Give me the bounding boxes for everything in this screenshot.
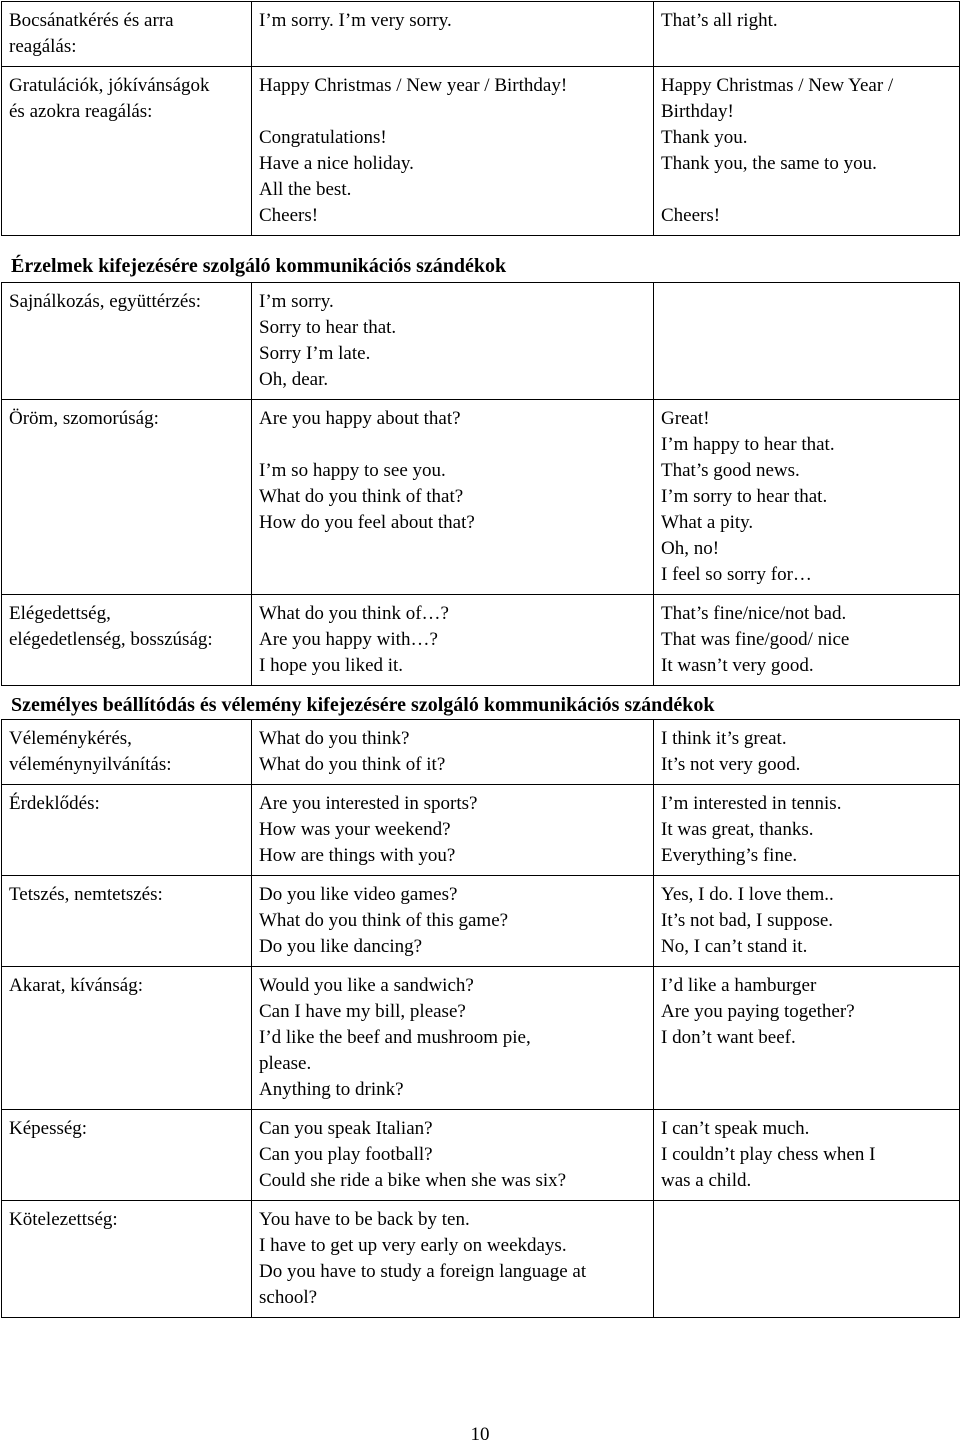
row-label-cell bbox=[2, 1110, 252, 1201]
phrase-line: Have a nice holiday. bbox=[259, 153, 414, 174]
phrase-line: Cheers! bbox=[661, 205, 721, 226]
response-cell bbox=[654, 967, 960, 1110]
phrase-line: Great! bbox=[661, 408, 710, 429]
row-label-cell bbox=[2, 785, 252, 876]
table-row bbox=[2, 876, 960, 967]
section-heading-emotions: Érzelmek kifejezésére szolgáló kommunikációs szándékok bbox=[11, 255, 507, 277]
phrase-line: That’s fine/nice/not bad. bbox=[661, 603, 847, 624]
phrase-line: Would you like a sandwich? bbox=[259, 975, 474, 996]
phrase-line: Happy Christmas / New Year / bbox=[661, 75, 894, 96]
phrase-line: All the best. bbox=[259, 179, 352, 200]
response-cell bbox=[654, 720, 960, 785]
table-apology-congratulations bbox=[1, 1, 960, 236]
table-emotions bbox=[1, 282, 960, 686]
section-heading-opinions: Személyes beállítódás és vélemény kifejezésére szolgáló kommunikációs szándékok bbox=[11, 694, 715, 716]
label-line: Képesség: bbox=[9, 1118, 88, 1139]
row-label-cell bbox=[2, 283, 252, 400]
table-row bbox=[2, 1110, 960, 1201]
response-cell bbox=[654, 400, 960, 595]
response-cell bbox=[654, 283, 960, 400]
phrase-line: Sorry to hear that. bbox=[259, 317, 397, 338]
phrase-line: How are things with you? bbox=[259, 845, 456, 866]
phrase-line: I’d like a hamburger bbox=[661, 975, 817, 996]
row-label-cell bbox=[2, 720, 252, 785]
table-row bbox=[2, 2, 960, 67]
phrase-line: It’s not bad, I suppose. bbox=[661, 910, 834, 931]
phrase-line: I think it’s great. bbox=[661, 728, 787, 749]
table-row bbox=[2, 967, 960, 1110]
phrase-line: I feel so sorry for… bbox=[661, 564, 812, 585]
response-cell bbox=[654, 67, 960, 236]
phrase-line: Are you happy about that? bbox=[259, 408, 461, 429]
phrase-line: I’d like the beef and mushroom pie, bbox=[259, 1027, 531, 1048]
phrase-line: That’s all right. bbox=[661, 10, 778, 31]
phrase-line: I’m so happy to see you. bbox=[259, 460, 446, 481]
phrase-line: I hope you liked it. bbox=[259, 655, 404, 676]
label-line: elégedetlenség, bosszúság: bbox=[9, 629, 213, 650]
phrase-line: How was your weekend? bbox=[259, 819, 451, 840]
phrase-line: I don’t want beef. bbox=[661, 1027, 796, 1048]
phrase-line: What do you think of…? bbox=[259, 603, 449, 624]
phrase-line: It was great, thanks. bbox=[661, 819, 814, 840]
phrase-line: It wasn’t very good. bbox=[661, 655, 814, 676]
phrase-line: It’s not very good. bbox=[661, 754, 801, 775]
phrase-line: I have to get up very early on weekdays. bbox=[259, 1235, 567, 1256]
table-row bbox=[2, 720, 960, 785]
phrase-line: I’m interested in tennis. bbox=[661, 793, 842, 814]
phrase-line: Sorry I’m late. bbox=[259, 343, 371, 364]
label-line: reagálás: bbox=[9, 36, 77, 57]
phrase-line: Everything’s fine. bbox=[661, 845, 798, 866]
phrase-line: I’m sorry. I’m very sorry. bbox=[259, 10, 452, 31]
phrase-line: What do you think of that? bbox=[259, 486, 464, 507]
phrase-line: What a pity. bbox=[661, 512, 754, 533]
row-label-cell bbox=[2, 595, 252, 686]
phrase-line: I’m happy to hear that. bbox=[661, 434, 835, 455]
phrase-cell bbox=[252, 967, 654, 1110]
phrase-line: That’s good news. bbox=[661, 460, 800, 481]
response-cell bbox=[654, 2, 960, 67]
response-cell bbox=[654, 785, 960, 876]
phrase-line: What do you think of it? bbox=[259, 754, 446, 775]
label-line: Érdeklődés: bbox=[9, 793, 100, 814]
phrase-cell bbox=[252, 283, 654, 400]
row-label-cell bbox=[2, 400, 252, 595]
row-label-cell bbox=[2, 2, 252, 67]
phrase-line bbox=[259, 432, 647, 458]
response-cell bbox=[654, 1201, 960, 1318]
phrase-line: I can’t speak much. bbox=[661, 1118, 810, 1139]
phrase-line: Yes, I do. I love them.. bbox=[661, 884, 834, 905]
page-number: 10 bbox=[470, 1424, 490, 1445]
row-label-cell bbox=[2, 876, 252, 967]
row-label-cell bbox=[2, 67, 252, 236]
phrase-line: Can you play football? bbox=[259, 1144, 433, 1165]
table-row bbox=[2, 1201, 960, 1318]
phrase-line: Can I have my bill, please? bbox=[259, 1001, 466, 1022]
phrase-line: Are you happy with…? bbox=[259, 629, 438, 650]
label-line: Bocsánatkérés és arra bbox=[9, 10, 174, 31]
phrase-cell bbox=[252, 876, 654, 967]
phrase-line: I couldn’t play chess when I bbox=[661, 1144, 876, 1165]
phrase-cell bbox=[252, 2, 654, 67]
label-line: Tetszés, nemtetszés: bbox=[9, 884, 163, 905]
phrase-line bbox=[259, 99, 647, 125]
phrase-cell bbox=[252, 720, 654, 785]
phrase-line: I’m sorry to hear that. bbox=[661, 486, 828, 507]
phrase-line: Are you paying together? bbox=[661, 1001, 855, 1022]
phrase-cell bbox=[252, 1110, 654, 1201]
phrase-line: was a child. bbox=[661, 1170, 752, 1191]
label-line: véleménynyilvánítás: bbox=[9, 754, 172, 775]
table-row bbox=[2, 400, 960, 595]
response-cell bbox=[654, 876, 960, 967]
phrase-line: What do you think? bbox=[259, 728, 410, 749]
label-line: és azokra reagálás: bbox=[9, 101, 153, 122]
table-row bbox=[2, 595, 960, 686]
table-row bbox=[2, 283, 960, 400]
phrase-line: Do you have to study a foreign language at bbox=[259, 1261, 587, 1282]
phrase-cell bbox=[252, 785, 654, 876]
phrase-line: Birthday! bbox=[661, 101, 734, 122]
label-line: Öröm, szomorúság: bbox=[9, 408, 159, 429]
phrase-cell bbox=[252, 595, 654, 686]
phrase-line: Can you speak Italian? bbox=[259, 1118, 433, 1139]
phrase-line: Do you like video games? bbox=[259, 884, 458, 905]
phrase-line: Are you interested in sports? bbox=[259, 793, 478, 814]
phrase-line: school? bbox=[259, 1287, 318, 1308]
label-line: Sajnálkozás, együttérzés: bbox=[9, 291, 202, 312]
phrase-line: Could she ride a bike when she was six? bbox=[259, 1170, 567, 1191]
phrase-cell bbox=[252, 400, 654, 595]
phrase-line: Oh, no! bbox=[661, 538, 720, 559]
phrase-line: Cheers! bbox=[259, 205, 319, 226]
table-row bbox=[2, 67, 960, 236]
label-line: Kötelezettség: bbox=[9, 1209, 118, 1230]
phrase-line: I’m sorry. bbox=[259, 291, 334, 312]
phrase-line: What do you think of this game? bbox=[259, 910, 509, 931]
label-line: Gratulációk, jókívánságok bbox=[9, 75, 210, 96]
response-cell bbox=[654, 1110, 960, 1201]
row-label-cell bbox=[2, 967, 252, 1110]
table-row bbox=[2, 785, 960, 876]
phrase-cell bbox=[252, 67, 654, 236]
phrase-line: Thank you. bbox=[661, 127, 748, 148]
phrase-line: Thank you, the same to you. bbox=[661, 153, 877, 174]
label-line: Véleménykérés, bbox=[9, 728, 132, 749]
phrase-line: That was fine/good/ nice bbox=[661, 629, 850, 650]
table-opinions bbox=[1, 719, 960, 1318]
label-line: Akarat, kívánság: bbox=[9, 975, 144, 996]
phrase-line: How do you feel about that? bbox=[259, 512, 475, 533]
label-line: Elégedettség, bbox=[9, 603, 111, 624]
phrase-line: please. bbox=[259, 1053, 312, 1074]
phrase-line bbox=[661, 177, 953, 203]
phrase-line: Oh, dear. bbox=[259, 369, 329, 390]
response-cell bbox=[654, 595, 960, 686]
phrase-line: You have to be back by ten. bbox=[259, 1209, 470, 1230]
phrase-line: Happy Christmas / New year / Birthday! bbox=[259, 75, 568, 96]
phrase-line: Congratulations! bbox=[259, 127, 387, 148]
phrase-cell bbox=[252, 1201, 654, 1318]
phrase-line: Do you like dancing? bbox=[259, 936, 423, 957]
phrase-line: No, I can’t stand it. bbox=[661, 936, 808, 957]
phrase-line: Anything to drink? bbox=[259, 1079, 404, 1100]
row-label-cell bbox=[2, 1201, 252, 1318]
